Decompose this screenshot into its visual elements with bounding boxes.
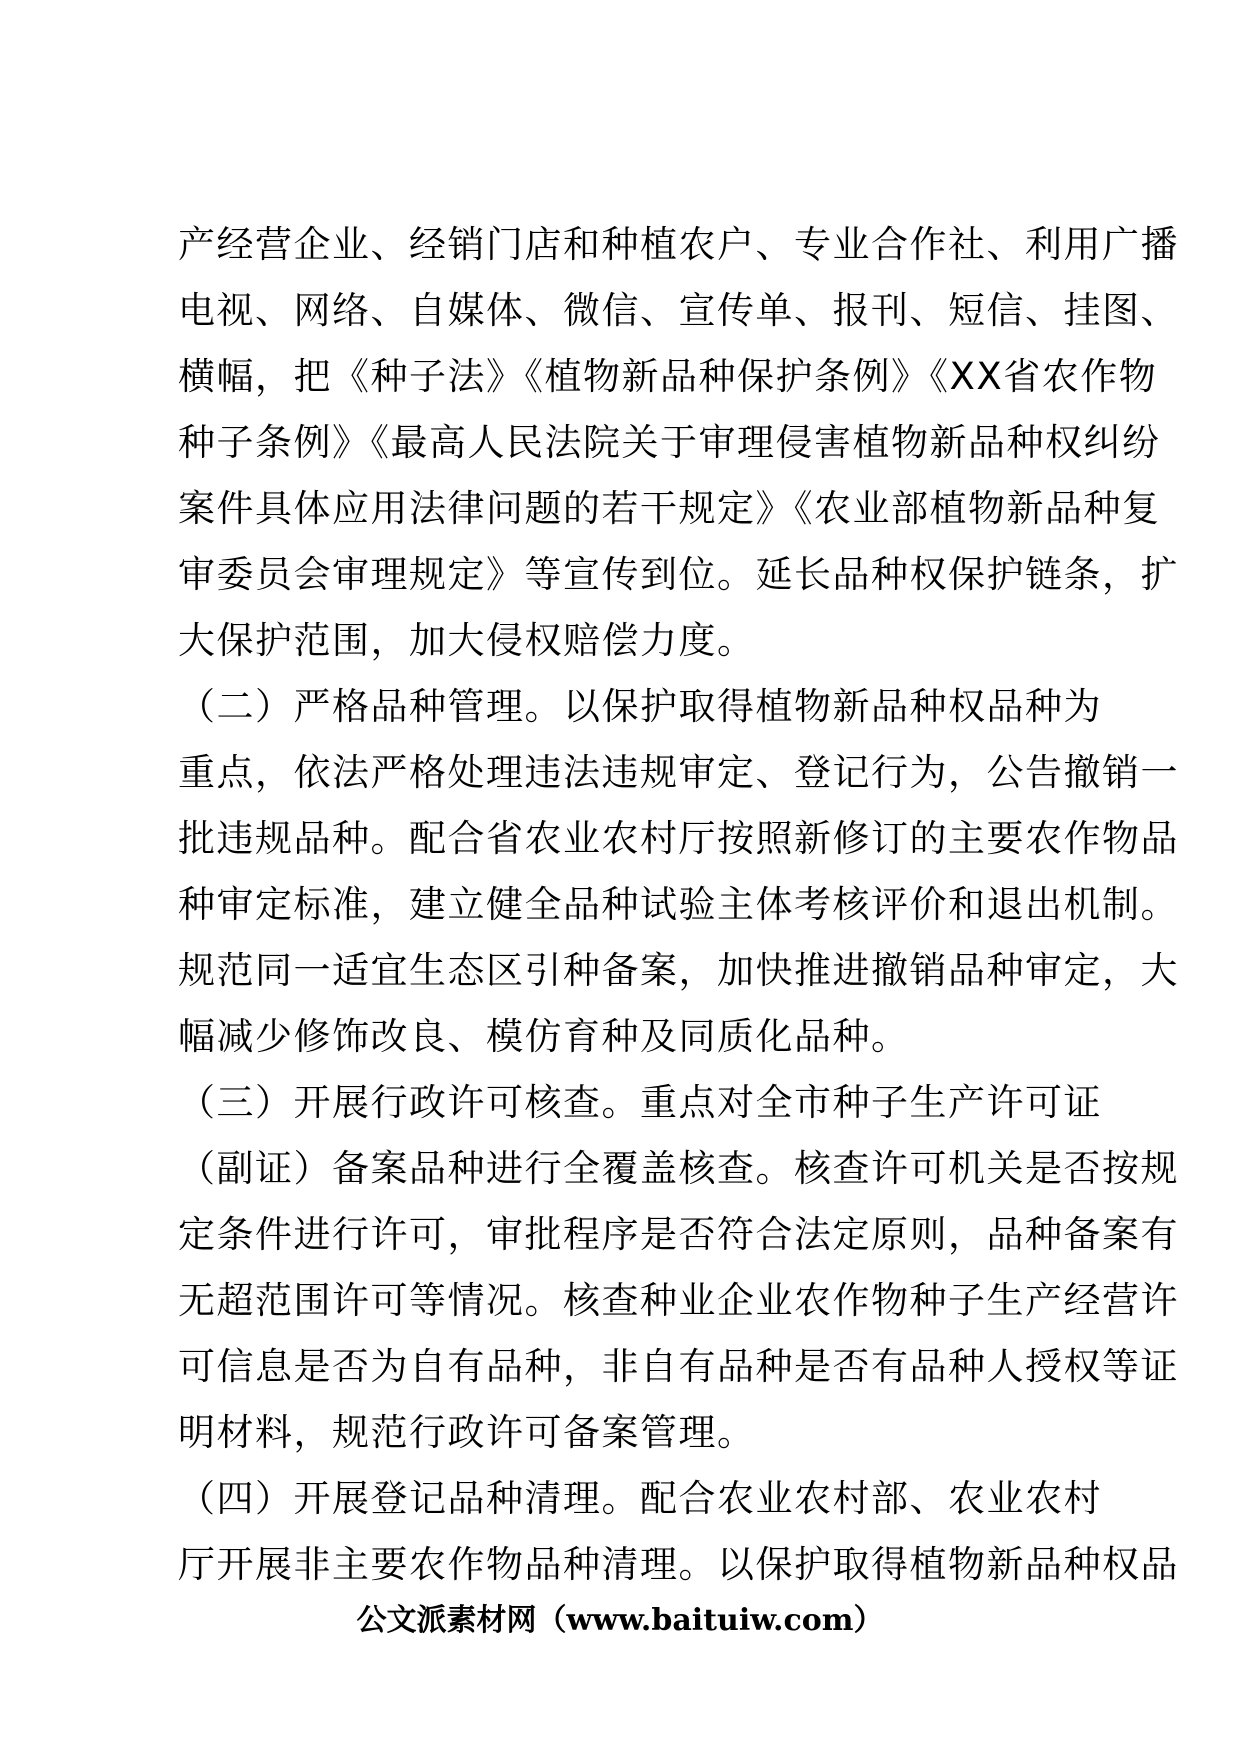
paragraph-line: 案件具体应用法律问题的若干规定》《农业部植物新品种复 xyxy=(178,487,1161,530)
footer-source: 公文派素材网（www.baituiw.com） xyxy=(356,1603,884,1638)
paragraph-line: 电视、网络、自媒体、微信、宣传单、报刊、短信、挂图、 xyxy=(178,289,1179,332)
paragraph-line: 横幅，把《种子法》《植物新品种保护条例》《XX省农作物 xyxy=(178,355,1158,398)
paragraph-line: 无超范围许可等情况。核查种业企业农作物种子生产经营许 xyxy=(178,1279,1179,1322)
paragraph-line: 种审定标准，建立健全品种试验主体考核评价和退出机制。 xyxy=(178,883,1179,926)
paragraph-line: 种子条例》《最高人民法院关于审理侵害植物新品种权纠纷 xyxy=(178,421,1161,464)
paragraph-line: （三）开展行政许可核查。重点对全市种子生产许可证 xyxy=(178,1081,1102,1124)
paragraph-line: 幅减少修饰改良、模仿育种及同质化品种。 xyxy=(178,1015,910,1058)
paragraph-line: （副证）备案品种进行全覆盖核查。核查许可机关是否按规 xyxy=(178,1147,1179,1190)
paragraph-line: 定条件进行许可，审批程序是否符合法定原则，品种备案有 xyxy=(178,1213,1179,1256)
paragraph-line: 产经营企业、经销门店和种植农户、专业合作社、利用广播 xyxy=(178,223,1179,266)
paragraph-line: 厅开展非主要农作物品种清理。以保护取得植物新品种权品 xyxy=(178,1543,1179,1586)
paragraph-line: 审委员会审理规定》等宣传到位。延长品种权保护链条，扩 xyxy=(178,553,1179,596)
paragraph-line: 可信息是否为自有品种，非自有品种是否有品种人授权等证 xyxy=(178,1345,1179,1388)
paragraph-line: （二）严格品种管理。以保护取得植物新品种权品种为 xyxy=(178,685,1102,728)
paragraph-line: 批违规品种。配合省农业农村厅按照新修订的主要农作物品 xyxy=(178,817,1179,860)
paragraph-line: 重点，依法严格处理违法违规审定、登记行为，公告撤销一 xyxy=(178,751,1179,794)
paragraph-line: 大保护范围，加大侵权赔偿力度。 xyxy=(178,619,756,662)
paragraph-line: 明材料，规范行政许可备案管理。 xyxy=(178,1411,756,1454)
paragraph-line: 规范同一适宜生态区引种备案，加快推进撤销品种审定，大 xyxy=(178,949,1179,992)
paragraph-line: （四）开展登记品种清理。配合农业农村部、农业农村 xyxy=(178,1477,1102,1520)
